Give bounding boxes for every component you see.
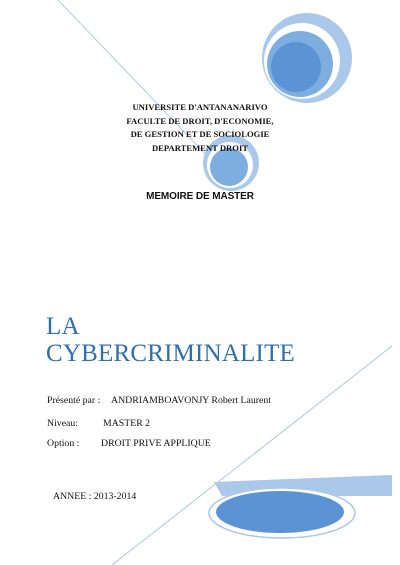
faculty-line-1: FACULTE DE DROIT, D'ECONOMIE, bbox=[126, 115, 274, 126]
option-row bbox=[47, 438, 211, 449]
presented-by-label: Présenté par : bbox=[47, 395, 101, 406]
option-label: Option : bbox=[47, 438, 80, 449]
document-title bbox=[46, 313, 295, 367]
level-row bbox=[47, 418, 151, 429]
title-line-2: CYBERCRIMINALITE bbox=[46, 340, 296, 367]
circle-top-right-inner bbox=[271, 42, 321, 92]
university-name: UNIVERSITE D'ANTANANARIVO bbox=[132, 102, 268, 112]
title-line-1: LA bbox=[46, 313, 80, 340]
institution-header bbox=[100, 101, 300, 155]
ellipse-bottom-fill bbox=[216, 491, 344, 533]
faculty-line-2: DE GESTION ET DE SOCIOLOGIE bbox=[130, 129, 270, 139]
option-value: DROIT PRIVE APPLIQUE bbox=[101, 438, 211, 449]
presented-by-value: ANDRIAMBOAVONJY Robert Laurent bbox=[111, 395, 272, 406]
level-value: MASTER 2 bbox=[103, 418, 151, 429]
academic-year: ANNEE : 2013-2014 bbox=[53, 491, 137, 502]
department-name: DEPARTEMENT DROIT bbox=[151, 142, 249, 153]
presented-by-row bbox=[47, 395, 272, 406]
level-label: Niveau: bbox=[47, 418, 79, 429]
memoire-type: MEMOIRE DE MASTER bbox=[146, 191, 254, 202]
